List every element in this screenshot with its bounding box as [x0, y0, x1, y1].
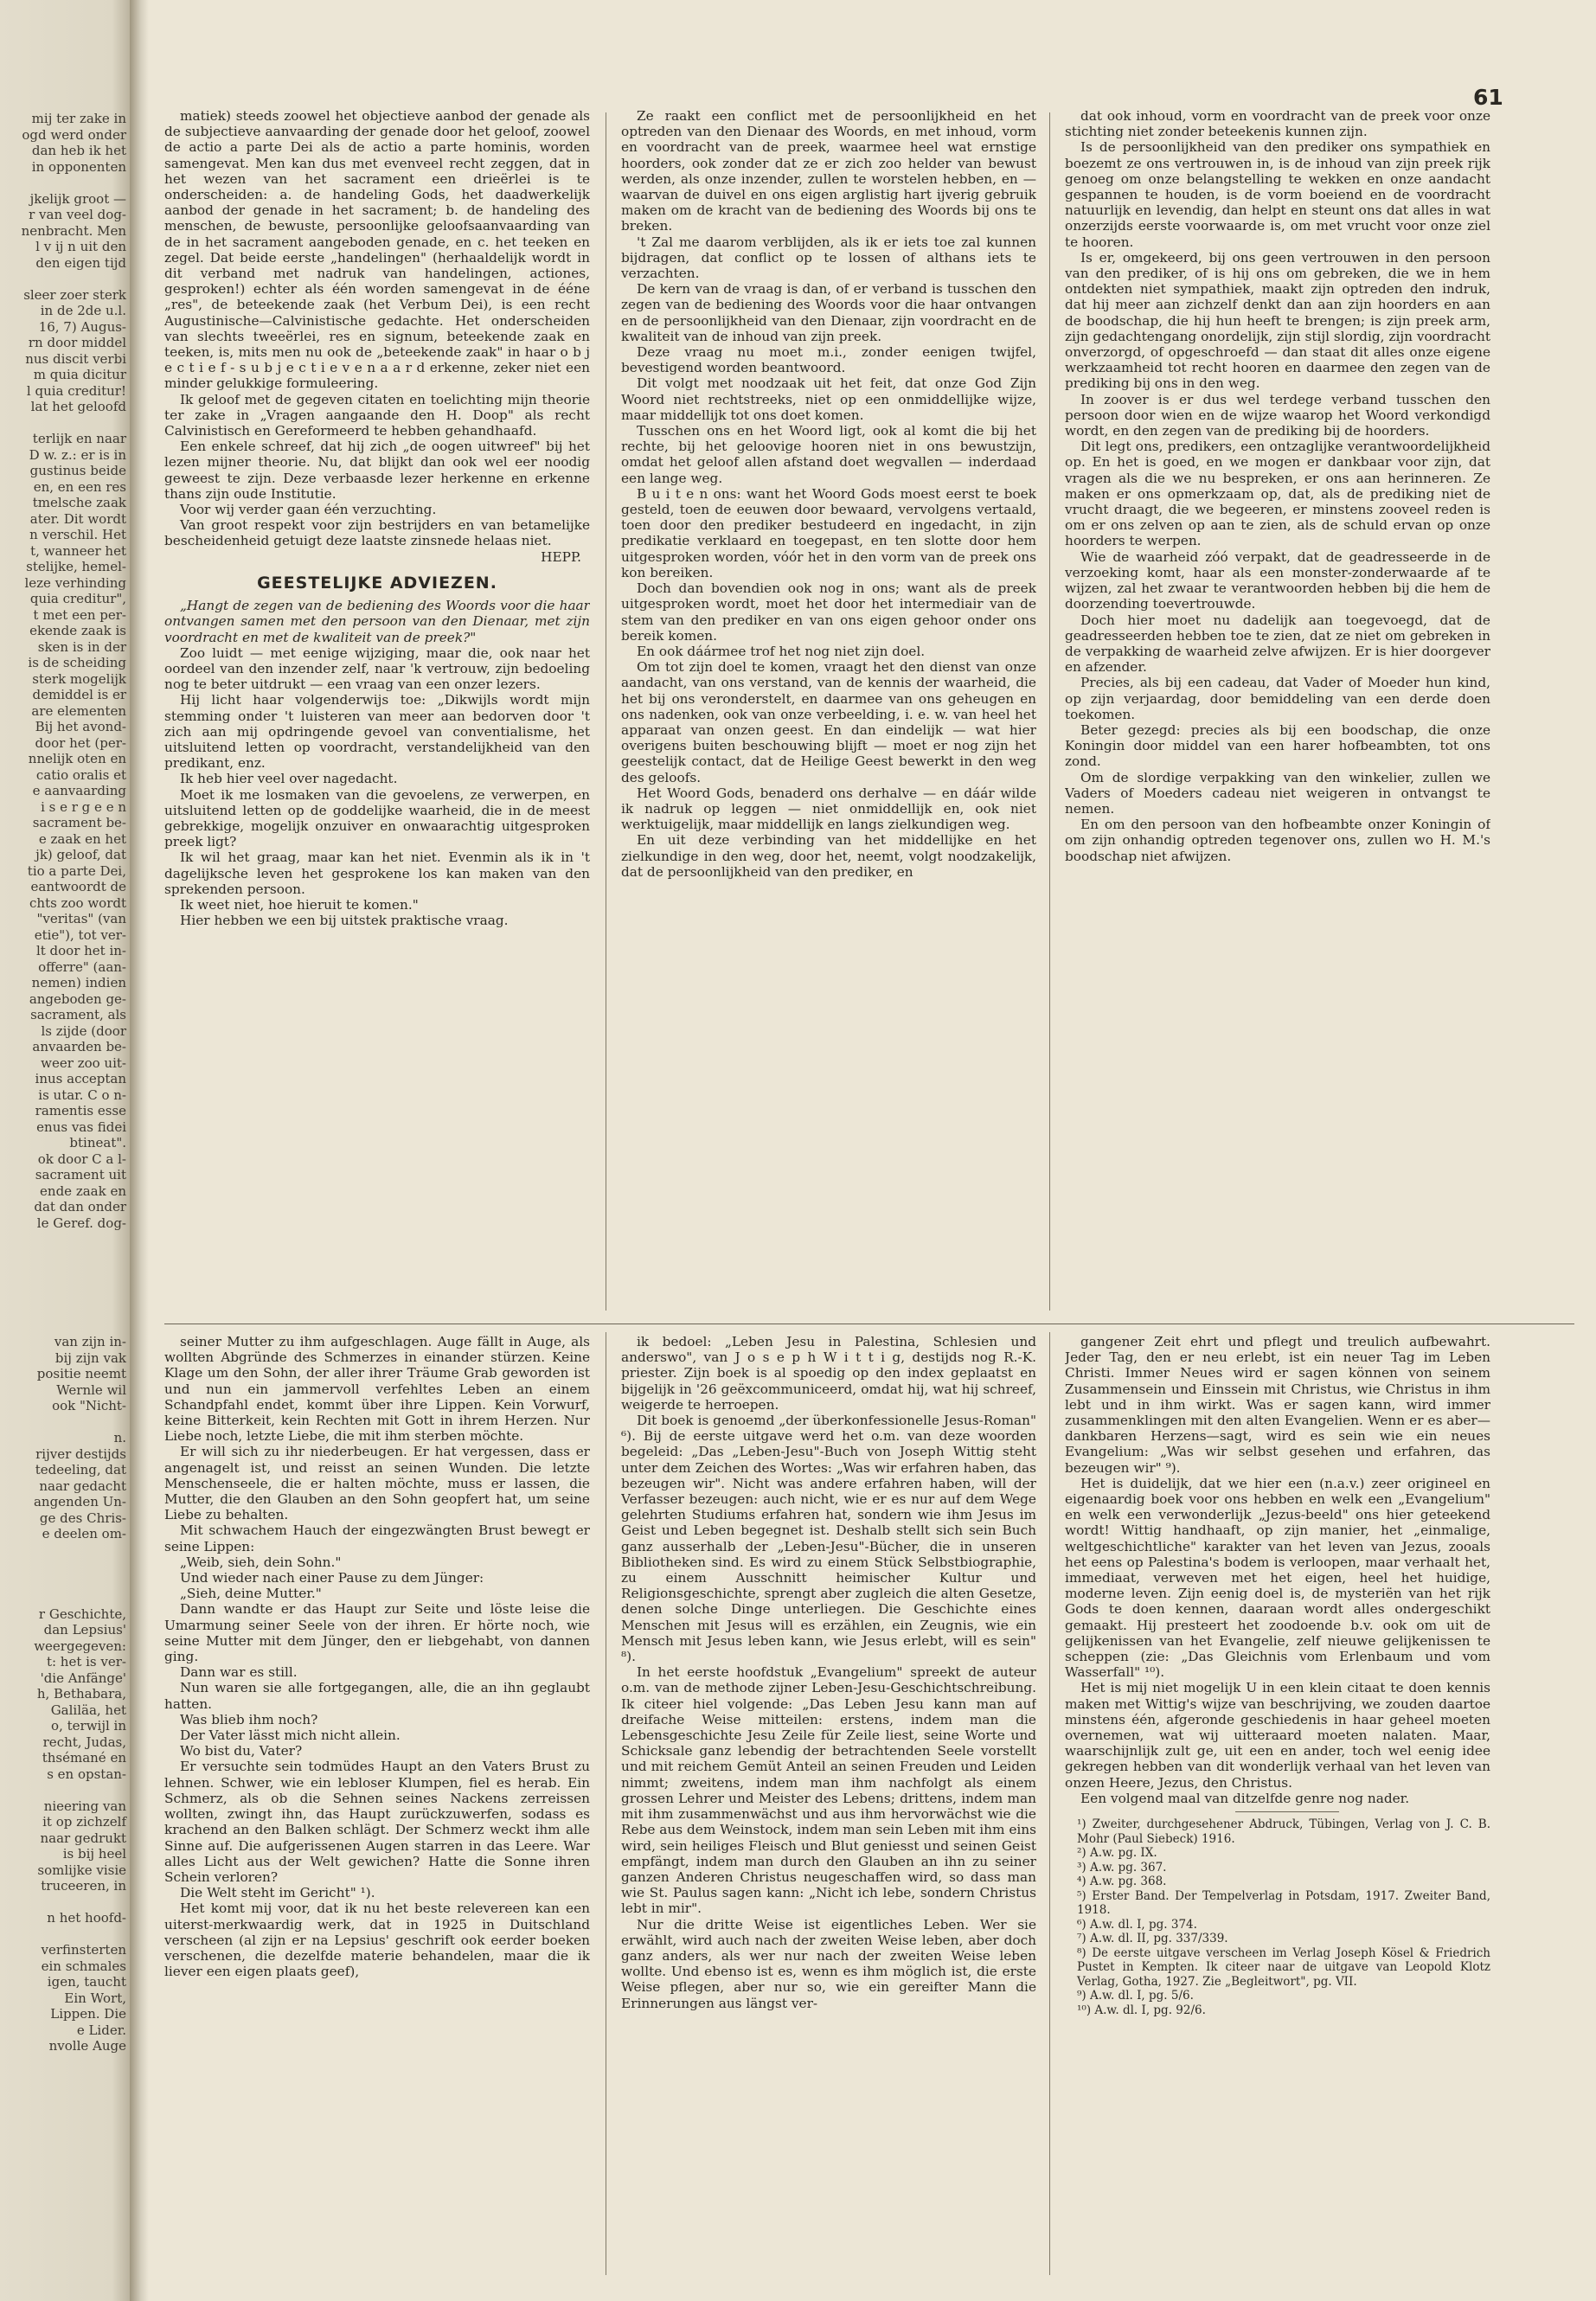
fragment-line: ogd werd onder: [22, 126, 126, 143]
paragraph: Dit boek is genoemd „der überkonfessionelle Jesus-Roman" ⁶). Bij de eerste uitgave werd het o.m. van deze woorden begeleid: „Das „Leben-Jesu"-Buch von Joseph Wittig steht unter dem Zeichen des Wortes: „Was wir erfahren haben, das bezeugen wir". Nicht was andere erfahren haben, will der Verfasser bezeugen: auch nicht, wie er es nur auf dem Wege gelehrten Studiums erfahren hat, sondern wie ihm Jesus im Geist und Leben begegnet ist. Deshalb stellt sich sein Buch ganz ausserhalb der „Leben-Jesu"-Bücher, die in unseren Bibliotheken sind. Es wird zu einem Stück Selbstbiographie, zu einem Ausschnitt heimischer Kultur und Religionsgeschichte, sprengt aber zugleich die alten Gesetze, denen solche Dinge unterliegen. Die Geschichte eines Menschen mit Jesus will es erzählen, ein Zeugnis, wie ein Mensch mit Jesus leben kann, wie Jesus erlebt, will es sein" ⁸).: [621, 1413, 1036, 1665]
fragment-line: eantwoordt de: [30, 879, 126, 894]
fragment-line: Bij het avond-: [35, 719, 126, 734]
fragment-line: t: het is ver-: [46, 1654, 126, 1670]
footnote: ²) A.w. pg. IX.: [1077, 1846, 1157, 1861]
fragment-line: van zijn in-: [54, 1334, 126, 1349]
paragraph: Mit schwachem Hauch der eingezwängten Brust bewegt er seine Lippen:: [164, 1522, 590, 1554]
fragment-line: etie"), tot ver-: [34, 926, 126, 943]
fragment-line: sacrament uit: [35, 1167, 126, 1183]
fragment-line: somlijke visie: [37, 1862, 126, 1878]
paragraph: Er versuchte sein todmüdes Haupt an den Vaters Brust zu lehnen. Schwer, wie ein lebloser Klumpen, fiel es herab. Ein Schmerz, als ob die Sehnen seines Nackens zerreissen wollten, zwingt ihn, das Haupt zurückzuwerfen, sodass es krachend an den Balken schlägt. Der Schmerz weckt ihm alle Sinne auf. Die aufgerissenen Augen starren in das Leere. War alles Licht aus der Welt gewichen? Hatte die Sonne ihren Schein verloren?: [164, 1759, 590, 1885]
footnote: ⁸) De eerste uitgave verscheen im Verlag Joseph Kösel & Friedrich Pustet in Kempten. Ik citeer naar de uitgave van Leopold Klotz Verlag, Gotha, 1927. Zie „Begleitwort", pg. VII.: [1077, 1945, 1490, 1989]
paragraph: 't Zal me daarom verblijden, als ik er iets toe zal kunnen bijdragen, dat conflict op te lossen of althans iets te verzachten.: [621, 234, 1036, 282]
fragment-line: [0, 1590, 126, 1606]
paragraph: Ik geloof met de gegeven citaten en toelichting mijn theorie ter zake in „Vragen aangaande den H. Doop" als recht Calvinistisch en Gereformeerd te hebben gehandhaafd.: [164, 391, 590, 439]
footnote-separator: [1235, 1811, 1339, 1812]
fragment-line: demiddel is er: [32, 687, 126, 702]
fragment-line: quia creditur",: [29, 591, 126, 606]
fragment-line: sacrament, als: [30, 1007, 126, 1022]
fragment-line: [0, 1926, 126, 1943]
fragment-line: en, en een res: [33, 478, 126, 495]
paragraph: Was blieb ihm noch?: [180, 1711, 318, 1727]
fragment-line: angeboden ge-: [29, 990, 126, 1007]
fragment-line: tedeeling, dat: [35, 1462, 126, 1477]
fragment-line: leze verhinding: [24, 574, 126, 591]
paragraph: En ook dáármee trof het nog niet zijn doel.: [637, 643, 926, 659]
fragment-line: t, wanneer het: [30, 542, 126, 559]
paragraph: Hij licht haar volgenderwijs toe: „Dikwijls wordt mijn stemming onder 't luisteren van meer aan bedorven door 't zich aan mij opdringende gevoel van conventialisme, het uitsluitend letten op voordracht, verstandelijkheid van den predikant, enz.: [164, 692, 590, 772]
previous-page-column-bottom: [0, 1334, 130, 2054]
footnote: ⁵) Erster Band. Der Tempelverlag in Potsdam, 1917. Zweiter Band, 1918.: [1077, 1888, 1490, 1918]
page-number: 61: [1473, 85, 1503, 110]
paragraph: Deze vraag nu moet m.i., zonder eenigen twijfel, bevestigend worden beantwoord.: [621, 344, 1036, 376]
fragment-line: nieering van: [43, 1798, 126, 1814]
paragraph: Ik heb hier veel over nagedacht.: [180, 771, 398, 787]
fragment-line: angenden Un-: [33, 1494, 126, 1509]
fragment-line: [0, 1574, 126, 1591]
paragraph: Wo bist du, Vater?: [180, 1743, 303, 1759]
fragment-line: positie neemt: [36, 1366, 126, 1381]
fragment-line: in opponenten: [31, 158, 126, 175]
fragment-line: dan heb ik het: [31, 143, 126, 158]
fragment-line: ein schmales: [41, 1958, 126, 1974]
paragraph: Ik weet niet, hoe hieruit te komen.": [180, 896, 419, 913]
fragment-line: n het hoofd-: [47, 1910, 126, 1926]
fragment-line: mij ter zake in: [31, 111, 126, 126]
paragraph: In het eerste hoofdstuk „Evangelium" spreekt de auteur o.m. van de methode zijner Leben-Jesu-Geschichtschreibung. Ik citeer hiel volgende: „Das Leben Jesu kann man auf dreifache Weise mitteilen: erstens, indem man die Lebensgeschichte Jesu Zeile für Zeile liest, seine Worte und Schicksale ganz lebendig der betrachtenden Seele vorstellt und mit reichem Gemüt Anteil an seinen Freuden und Leiden nimmt; zweitens, indem man ihm nachfolgt als einem grossen Lehrer und Meister des Lebens; drittens, indem man mit ihm zusammenwächst und aus ihm hervorwächst wie die Rebe aus dem Weinstock, indem man sein Leben mit ihm eins wird, sein heiliges Fleisch und Blut geniesst und seinen Geist empfängt, indem man durch den Glauben an ihn zu seiner ganzen Anderen Christus neugeschaffen wird, so dass man wie St. Paulus sagen kann: „Nicht ich lebe, sondern Christus lebt in mir".: [621, 1664, 1036, 1917]
fragment-line: [0, 271, 126, 287]
fragment-line: thsémané en: [42, 1750, 126, 1766]
fragment-line: gustinus beide: [29, 463, 126, 478]
fragment-line: it op zichzelf: [42, 1814, 126, 1830]
paragraph: Het is duidelijk, dat we hier een (n.a.v.) zeer origineel en eigenaardig boek voor ons hebben en welk een „Evangelium" en welk een verwonderlijk „Jezus-beeld" ons hier geteekend wordt! Wittig handhaaft, op zijn manier, het „einmalige, weltgeschichtliche" karakter van het leven van Jezus, zooals het eens op Palestina's bodem is verloopen, maar verhaalt het, immediaat, verweven met het eigen, heel het huidige, moderne leven. Zijn eenig doel is, de mysteriën van het rijk Gods te doen kennen, daaraan wordt alles ondergeschikt gemaakt. Hij presteert het zoodoende b.v. ook om uit de gelijkenissen van het Evangelie, zelf nieuwe gelijkenissen te scheppen (zie: „Das Gleichnis vom Erlenbaum und vom Wasserfall" ¹⁰).: [1065, 1475, 1490, 1681]
section-title: GEESTELIJKE ADVIEZEN.: [257, 573, 497, 593]
fragment-line: den eigen tijd: [35, 254, 126, 271]
paragraph: Tusschen ons en het Woord ligt, ook al komt die bij het rechte, bij het geloovige hooren niet in ons bewustzijn, omdat het geloof allen afstand doet wegvallen — inderdaad een lange weg.: [621, 423, 1036, 486]
paragraph: Beter gezegd: precies als bij een boodschap, die onze Koningin door middel van een harer hofbeambten, tot ons zond.: [1065, 721, 1490, 770]
binding-gutter: [130, 0, 149, 2301]
fragment-line: e Lider.: [76, 2022, 126, 2038]
paragraph: ik bedoel: „Leben Jesu in Palestina, Schlesien und anderswo", van J o s e p h W i t t i g, destijds nog R.-K. priester. Zijn boek is al spoedig op den index geplaatst en bijgelijk in '26 geëxcommuniceerd, omdat hij, wat hij schreef, weigerde te herroepen.: [621, 1334, 1036, 1413]
paragraph: Van groot respekt voor zijn bestrijders en van betamelijke bescheidenheid getuigt deze laatste zinsnede helaas niet.: [164, 517, 590, 549]
paragraph: Doch dan bovendien ook nog in ons; want als de preek uitgesproken wordt, moet het door het intermediair van de stem van den prediker en van ons eigen gehoor onder ons bereik komen.: [621, 580, 1036, 644]
fragment-line: weergegeven:: [34, 1638, 126, 1654]
column-2-bottom: [621, 1334, 1036, 2281]
fragment-line: sken is in der: [37, 638, 126, 655]
fragment-line: lt door het in-: [35, 943, 126, 958]
fragment-line: recht, Judas,: [42, 1734, 126, 1750]
paragraph: Ik wil het graag, maar kan het niet. Evenmin als ik in 't dagelijksche leven het gesprokene los kan maken van den sprekenden persoon.: [164, 849, 590, 897]
fragment-line: ekende zaak is: [29, 623, 126, 638]
fragment-line: m quia dicitur: [33, 367, 126, 382]
fragment-line: ls zijde (door: [41, 1022, 126, 1039]
footnotes: [1065, 1817, 1490, 2017]
fragment-line: dan Lepsius': [43, 1622, 126, 1638]
fragment-line: nnelijk oten en: [28, 751, 126, 766]
paragraph: seiner Mutter zu ihm aufgeschlagen. Auge fällt in Auge, als wollten Abgründe des Schmerzes in einander stürzen. Keine Klage um den Sohn, der aller ihrer Träume Grab geworden ist und nun ein jammervoll verfehltes Leben an einem Schandpfahl endet, kommt über ihre Lippen. Kein Vorwurf, keine Bitterkeit, kein Rechten mit Gott in ihrem Herzen. Nur Liebe noch, letzte Liebe, die mit ihm sterben möchte.: [164, 1334, 590, 1445]
footnote: ⁴) A.w. pg. 368.: [1077, 1875, 1167, 1889]
footnote: ¹) Zweiter, durchgesehener Abdruck, Tübingen, Verlag von J. C. B. Mohr (Paul Siebeck) 1916.: [1077, 1817, 1490, 1846]
paragraph: Dit legt ons, predikers, een ontzaglijke verantwoordelijkheid op. En het is goed, en we mogen er dankbaar voor zijn, dat vragen als die we nu bespreken, er ons aan herinneren. Ze maken er ons opmerkzaam op, dat, als de prediking niet de vrucht draagt, die we begeeren, er minstens zooveel reden is om er ons zelven op aan te zien, als de schuld ervan op onze hoorders te werpen.: [1065, 439, 1490, 549]
paragraph: Doch hier moet nu dadelijk aan toegevoegd, dat de geadresseerden hebben toe te zien, dat ze niet om gebreken in de verpakking de waarheid zelve afwijzen. Er is hier doorgever en afzender.: [1065, 612, 1490, 676]
paragraph: Het is mij niet mogelijk U in een klein citaat te doen kennis maken met Wittig's wijze van beschrijving, we zouden daartoe minstens één, afgeronde geschiedenis in haar geheel moeten overnemen, wat wij uitteraard moeten nalaten. Maar, waarschijnlijk zult ge, uit een en ander, toch wel eenig idee gekregen hebben van dit wonderlijk verhaal van het leven van onzen Heere, Jezus, den Christus.: [1065, 1680, 1490, 1791]
fragment-line: s en opstan-: [47, 1766, 126, 1782]
column-1-top: [164, 108, 590, 1315]
fragment-line: nemen) indien: [31, 975, 126, 990]
fragment-line: [0, 415, 126, 432]
paragraph: gangener Zeit ehrt und pflegt und treulich aufbewahrt. Jeder Tag, den er neu erlebt, ist ein neuer Tag im Leben Christi. Immer Neues wird er sagen können von seinem Zusammensein und Einssein mit Christus, wie Christus in ihm lebt und in ihm wirkt. Was er sagen kann, wird immer zusammenklingen mit den alten Evangelien. Wenn er es aber—dankbaren Herzens—sagt, wird es sein wie ein neues Evangelium: „Was wir selbst gesehen und erfahren, das bezeugen wir" ⁹).: [1065, 1334, 1490, 1476]
fragment-line: nus discit verbi: [25, 350, 126, 367]
paragraph: In zoover is er dus wel terdege verband tusschen den persoon door wien en de wijze waarop het Woord verkondigd wordt, en den zegen van de prediking bij de hoorders.: [1065, 391, 1490, 439]
fragment-line: rijver destijds: [35, 1445, 126, 1462]
fragment-line: [0, 1782, 126, 1798]
fragment-line: 'die Anfänge': [40, 1670, 126, 1686]
fragment-line: is bij heel: [62, 1846, 126, 1862]
fragment-line: [0, 175, 126, 191]
paragraph: Nur die dritte Weise ist eigentliches Leben. Wer sie erwählt, wird auch nach der zweiten Weise leben, aber doch ganz anders, als wer nur nach der zweiten Weise leben wollte. Und ebenso ist es, wenn es ihm möglich ist, die erste Weise pflegen, aber nur so, wie ein gereifter Mann die Erinnerungen aus längst ver-: [621, 1916, 1036, 2011]
paragraph: En om den persoon van den hofbeambte onzer Koningin of om zijn onhandig optreden tegenover ons, zullen wo H. M.'s boodschap niet afwijzen.: [1065, 817, 1490, 864]
fragment-line: anvaarden be-: [32, 1039, 126, 1054]
fragment-line: inus acceptan: [35, 1071, 126, 1086]
fragment-line: e zaak en het: [38, 830, 126, 847]
fragment-line: Wernle wil: [56, 1381, 126, 1398]
fragment-line: lat het geloofd: [30, 399, 126, 414]
column-3-top: [1065, 108, 1490, 1315]
fragment-line: jkelijk groot —: [29, 190, 126, 207]
fragment-line: ge des Chris-: [39, 1509, 126, 1526]
paragraph: Een enkele schreef, dat hij zich „de oogen uitwreef" bij het lezen mijner theorie. Nu, dat blijkt dan ook wel eer noodig geweest te zijn. Deze verbaasde lezer herkenne en erkenne thans zijn oude Institutie.: [164, 439, 590, 502]
paragraph: Moet ik me losmaken van die gevoelens, ze verwerpen, en uitsluitend letten op de goddelijke waarheid, die in de meest gebrekkige, mogelijk onzuiver en onwaarachtig uitgesproken preek ligt?: [164, 786, 590, 850]
paragraph: „Sieh, deine Mutter.": [180, 1586, 322, 1602]
fragment-line: ende zaak en: [40, 1183, 126, 1199]
paragraph: „Weib, sieh, dein Sohn.": [180, 1554, 342, 1570]
fragment-line: igen, taucht: [47, 1974, 126, 1990]
italic-question: „Hangt de zegen van de bediening des Woords voor die haar ontvangen samen met den persoon van den Dienaar, met zijn voordracht en met de kwaliteit van de preek?": [164, 598, 590, 645]
footnote: ⁶) A.w. dl. I, pg. 374.: [1077, 1917, 1197, 1932]
fragment-line: weer zoo uit-: [41, 1054, 126, 1071]
fragment-line: e deelen om-: [42, 1526, 126, 1541]
paragraph: Dann war es still.: [180, 1664, 298, 1681]
paragraph: Wie de waarheid zóó verpakt, dat de geadresseerde in de verzoeking komt, haar als een monster-zonderwaarde af te wijzen, zal het zwaar te verantwoorden hebben bij die hem de doorzending toevertrouwde.: [1065, 548, 1490, 612]
fragment-line: is utar. C o n-: [38, 1086, 126, 1103]
column-1-bottom: [164, 1334, 590, 2281]
fragment-line: truceeren, in: [41, 1878, 126, 1894]
column-3-bottom: [1065, 1334, 1490, 2281]
fragment-line: ok door C a l-: [37, 1150, 126, 1167]
fragment-line: Galiläa, het: [50, 1702, 126, 1718]
fragment-line: terlijk en naar: [32, 431, 126, 446]
fragment-line: e aanvaarding: [32, 783, 126, 798]
previous-page-strip: [0, 0, 131, 2301]
fragment-line: "veritas" (van: [36, 911, 126, 926]
footnote: ¹⁰) A.w. dl. I, pg. 92/6.: [1077, 2003, 1206, 2017]
paragraph: En uit deze verbinding van het middellijke en het zielkundige in den weg, door het, neemt, volgt noodzakelijk, dat de persoonlijkheid van den prediker, en: [621, 832, 1036, 880]
fragment-line: stelijke, hemel-: [26, 559, 126, 574]
paragraph: Dit volgt met noodzaak uit het feit, dat onze God Zijn Woord niet rechtstreeks, niet op een onmiddellijke wijze, maar middellijk tot ons doet komen.: [621, 375, 1036, 423]
fragment-line: [0, 1414, 126, 1431]
fragment-line: tmelsche zaak: [32, 495, 126, 510]
fragment-line: sterk mogelijk: [32, 670, 126, 687]
fragment-line: btineat".: [69, 1135, 126, 1150]
fragment-line: catio oralis et: [35, 766, 126, 783]
fragment-line: sleer zoer sterk: [23, 286, 126, 303]
paragraph: De kern van de vraag is dan, of er verband is tusschen den zegen van de bediening des Woords voor die haar ontvangen en de persoonlijkheid van den Dienaar, zijn voordracht en de kwaliteit van de inhoud van zijn preek.: [621, 281, 1036, 344]
fragment-line: r van veel dog-: [29, 207, 126, 222]
paragraph: matiek) steeds zoowel het objectieve aanbod der genade als de subjectieve aanvaarding der genade door het geloof, zoowel de actio a parte Dei als de actio a parte hominis, worden samengevat. Men kan dus met evenveel recht zeggen, dat in het wezen van het sacrament een drieërlei is te onderscheiden: a. de handeling Gods, het daadwerkelijk aanbod der genade in het sacrament; b. de handeling des menschen, de bewuste, persoonlijke geloofsaanvaarding van de in het sacrament aangeboden genade, en c. het teeken en zegel. Dat beide eerste „handelingen" (herhaaldelijk wordt in dit verband met nadruk van handelingen, actiones, gesproken!) echter als één worden samengevat in de ééne „res", de beteekende zaak (het Verbum Dei), is een recht Augustinische—Calvinistische gedachte. Het onderscheiden van slechts tweeërlei, res en signum, beteekende zaak en teeken, is, mits men nu ook de „beteekende zaak" in haar o b j e c t i e f - s u b j e c t i e v e n a a r d erkenne, zeker niet een minder gelukkige formuleering.: [164, 108, 590, 392]
fragment-line: n verschil. Het: [29, 527, 126, 542]
previous-page-column-top: [0, 111, 130, 1231]
fragment-line: in de 2de u.l.: [40, 303, 126, 318]
fragment-line: ramentis esse: [35, 1103, 126, 1118]
fragment-line: 16, 7) Augus-: [38, 318, 126, 335]
paragraph: Een volgend maal van ditzelfde genre nog nader.: [1080, 1790, 1410, 1806]
fragment-line: l v ij n uit den: [35, 239, 126, 254]
footnote: ³) A.w. pg. 367.: [1077, 1860, 1167, 1875]
fragment-line: [0, 1542, 126, 1559]
fragment-line: le Geref. dog-: [36, 1215, 126, 1231]
fragment-line: [0, 1558, 126, 1574]
paragraph: Precies, als bij een cadeau, dat Vader of Moeder hun kind, op zijn verjaardag, door bemiddeling van een derde doen toekomen.: [1065, 675, 1490, 722]
fragment-line: [0, 1894, 126, 1911]
paragraph: Der Vater lässt mich nicht allein.: [180, 1727, 401, 1744]
fragment-line: ater. Dit wordt: [29, 510, 126, 527]
fragment-line: tio a parte Dei,: [27, 862, 126, 879]
fragment-line: D w. z.: er is in: [29, 446, 126, 463]
footnote: ⁷) A.w. dl. II, pg. 337/339.: [1077, 1932, 1228, 1946]
paragraph: Om de slordige verpakking van den winkelier, zullen we Vaders of Moeders cadeau niet weigeren in ontvangst te nemen.: [1065, 769, 1490, 817]
fragment-line: bij zijn vak: [54, 1349, 126, 1366]
column-divider: [1049, 1332, 1050, 2275]
fragment-line: Ein Wort,: [64, 1990, 126, 2006]
fragment-line: Lippen. Die: [50, 2006, 126, 2022]
fragment-line: nenbracht. Men: [21, 222, 126, 239]
paragraph: Und wieder nach einer Pause zu dem Jünger:: [180, 1570, 484, 1586]
fragment-line: door het (per-: [35, 734, 126, 751]
paragraph: B u i t e n ons: want het Woord Gods moest eerst te boek gesteld, toen de eeuwen door bewaard, vervolgens vertaald, toen door den prediker bestudeerd en ingedacht, in zijn predikatie verklaard en toegepast, en ten slotte door hem uitgesproken worden, vóór het in den vorm van de preek ons kon bereiken.: [621, 485, 1036, 580]
fragment-line: h, Bethabara,: [36, 1686, 126, 1702]
fragment-line: t met een per-: [33, 606, 126, 623]
fragment-line: dat dan onder: [34, 1199, 126, 1215]
fragment-line: nvolle Auge: [48, 2038, 126, 2054]
paragraph: Er will sich zu ihr niederbeugen. Er hat vergessen, dass er angenagelt ist, und reisst an seinen Wunden. Die letzte Menschenseele, die er halten möchte, muss er lassen, die Mutter, die den Glauben an den Sohn geopfert hat, um seine Liebe zu behalten.: [164, 1444, 590, 1523]
fragment-line: verfinsterten: [41, 1942, 126, 1958]
paragraph: Om tot zijn doel te komen, vraagt het den dienst van onze aandacht, van ons verstand, van de kennis der waarheid, die het bij ons veronderstelt, en daarmee van ons geheugen en ons nadenken, ook van onze verbeelding, i. e. w. van heel het apparaat van onzen geest. En dan eindelijk — wat hier overigens buiten beschouwing blijft — moet er nog zijn het geestelijk contact, dat de Heilige Geest bewerkt in den weg des geloofs.: [621, 659, 1036, 785]
paragraph: Nun waren sie alle fortgegangen, alle, die an ihn geglaubt hatten.: [164, 1680, 590, 1712]
fragment-line: naar gedacht: [39, 1477, 126, 1494]
paragraph: Het Woord Gods, benaderd ons derhalve — en dáár wilde ik nadruk op leggen — niet onmiddellijk en, ook niet werktuigelijk, maar middellijk en langs zielkundigen weg.: [621, 785, 1036, 833]
fragment-line: jk) geloof, dat: [35, 847, 126, 862]
fragment-line: ook "Nicht-: [52, 1398, 126, 1413]
paragraph: Het komt mij voor, dat ik nu het beste relevereen kan een uiterst-merkwaardig werk, dat in 1925 in Duitschland verscheen (al zijn er na Lepsius' geschrift ook eerder boeken verschenen, die dezelfde materie behandelen, maar die ik liever een eigen plaats geef),: [164, 1900, 590, 1980]
signature: HEPP.: [541, 548, 581, 565]
paragraph: Is de persoonlijkheid van den prediker ons sympathiek en boezemt ze ons vertrouwen in, is de inhoud van zijn preek rijk genoeg om onze belangstelling te wekken en onze aandacht gespannen te houden, is de vorm boeiend en de voordracht natuurlijk en levendig, dan helpt en steunt ons dat alles in wat onzerzijds eerste voorwaarde is, om met vrucht voor onze ziel te hooren.: [1065, 139, 1490, 250]
column-2-top: [621, 108, 1036, 1315]
fragment-line: i s e r g e e n: [41, 798, 126, 815]
column-divider: [1049, 112, 1050, 1311]
footnote: ⁹) A.w. dl. I, pg. 5/6.: [1077, 1989, 1194, 2003]
fragment-line: are elementen: [31, 702, 126, 719]
paragraph: Ze raakt een conflict met de persoonlijkheid en het optreden van den Dienaar des Woords, en met inhoud, vorm en voordracht van de preek, waarmee heel wat ernstige hoorders, ook zonder dat ze er zich zoo helder van bewust werden, als onze inzender, zullen te worstelen hebben, en — waarvan de duivel en ons eigen arglistig hart ijverig gebruik maken om de kracht van de bediening des Woords bij ons te breken.: [621, 108, 1036, 234]
paragraph: Zoo luidt — met eenige wijziging, maar die, ook naar het oordeel van den inzender zelf, naar 'k vertrouw, zijn bedoeling nog te beter uitdrukt — een vraag van een onzer lezers.: [164, 644, 590, 693]
paragraph: Hier hebben we een bij uitstek praktische vraag.: [180, 913, 509, 929]
fragment-line: is de scheiding: [28, 655, 126, 670]
paragraph: Die Welt steht im Gericht" ¹).: [180, 1885, 375, 1901]
fragment-line: n.: [113, 1430, 126, 1445]
fragment-line: sacrament be-: [32, 815, 126, 830]
paragraph: dat ook inhoud, vorm en voordracht van de preek voor onze stichting niet zonder beteekenis kunnen zijn.: [1065, 108, 1490, 140]
fragment-line: naar gedrukt: [40, 1830, 126, 1846]
fragment-line: l quia creditur!: [26, 382, 126, 399]
paragraph: Dann wandte er das Haupt zur Seite und löste leise die Umarmung seiner Seele von der ihren. Er hörte noch, wie seine Mutter mit dem Jünger, den er liebgehabt, von dannen ging.: [164, 1601, 590, 1665]
fragment-line: chts zoo wordt: [29, 894, 126, 911]
paragraph: Voor wij verder gaan één verzuchting.: [180, 502, 437, 518]
fragment-line: o, terwijl in: [51, 1718, 126, 1734]
fragment-line: rn door middel: [28, 335, 126, 350]
paragraph: Is er, omgekeerd, bij ons geen vertrouwen in den persoon van den prediker, of is hij ons om gebreken, die we in hem ontdekten niet sympathiek, maakt zijn optreden den indruk, dat hij meer aan zichzelf denkt dan aan zijn hoorders en aan de boodschap, die hij hun heeft te brengen; is zijn preek arm, zijn gedachtengang onordelijk, zijn stijl slordig, zijn voordracht onverzorgd, of opgeschroefd — dan staat dit alles onze eigene werkzaamheid tot recht hooren en daarmee den zegen van de prediking bij ons in den weg.: [1065, 249, 1490, 392]
fragment-line: offerre" (aan-: [38, 958, 126, 975]
fragment-line: enus vas fidei: [36, 1118, 126, 1135]
fragment-line: r Geschichte,: [38, 1606, 126, 1622]
